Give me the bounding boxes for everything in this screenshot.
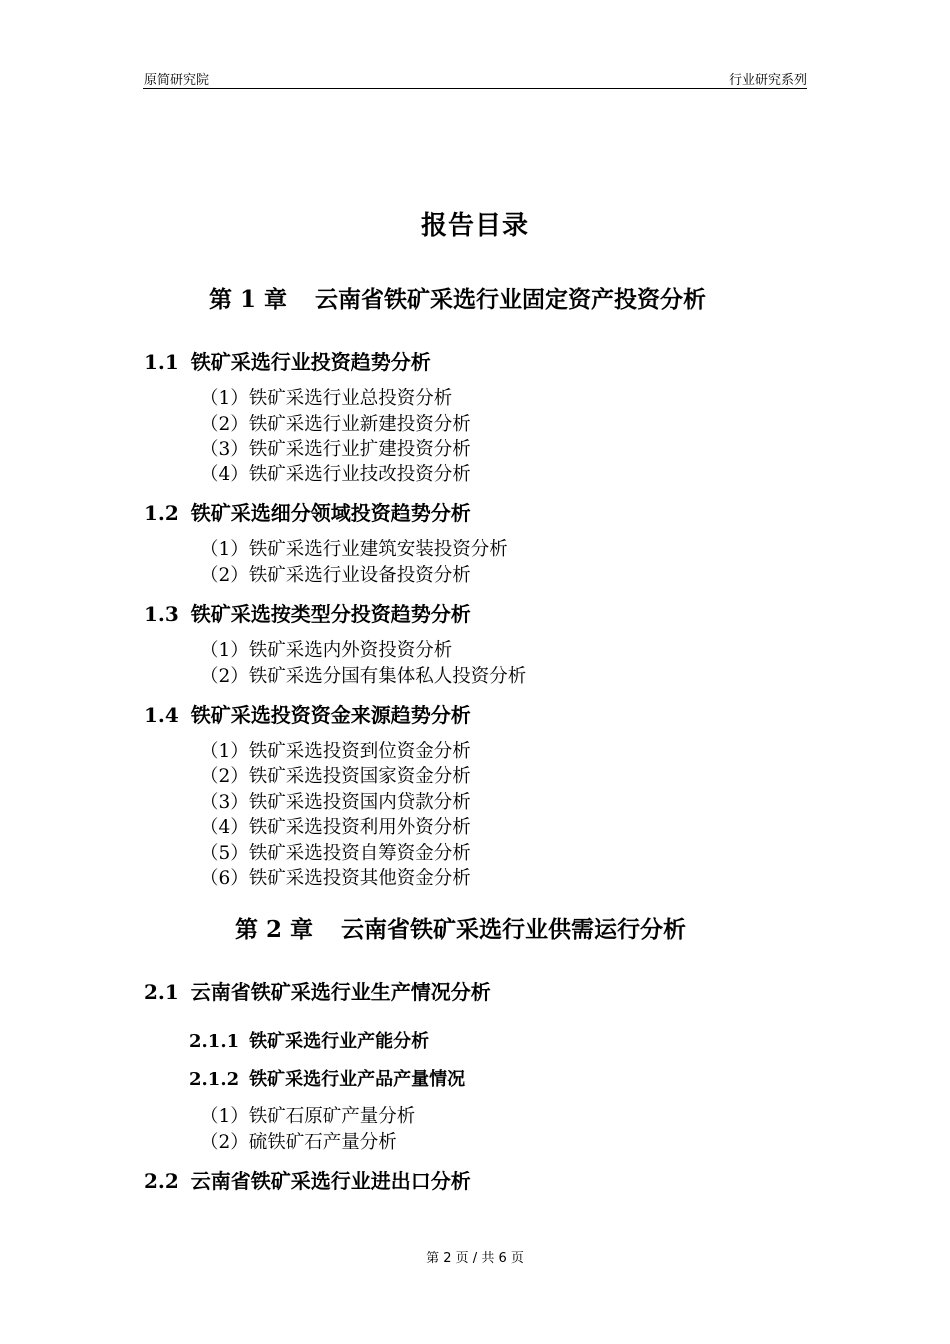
section-number: 1.3 [144,602,179,626]
subsection-title: 铁矿采选行业产品产量情况 [249,1069,466,1090]
section-2-2-heading [144,1171,471,1191]
section-1-2-heading [144,503,471,523]
section-number: 1.1 [144,350,179,374]
toc-item: （1）铁矿采选投资到位资金分析 [200,741,471,762]
toc-item: （1）铁矿采选行业总投资分析 [200,388,453,409]
toc-item: （2）硫铁矿石产量分析 [200,1132,397,1153]
chapter-title: 云南省铁矿采选行业固定资产投资分析 [315,286,707,313]
section-title: 铁矿采选细分领域投资趋势分析 [190,501,471,525]
section-2-1-heading [144,982,491,1002]
chapter-1-heading [209,288,706,311]
header-organization: 原简研究院 [144,73,210,88]
report-contents-title: 报告目录 [420,211,529,241]
toc-item: （2）铁矿采选投资国家资金分析 [200,766,471,787]
subsection-title: 铁矿采选行业产能分析 [249,1031,430,1052]
section-1-4-heading [144,705,471,725]
section-title: 云南省铁矿采选行业进出口分析 [190,1169,471,1193]
toc-item: （4）铁矿采选行业技改投资分析 [200,464,471,485]
section-number: 1.2 [144,501,179,525]
section-title: 铁矿采选行业投资趋势分析 [190,350,431,374]
section-1-1-heading [144,352,431,372]
toc-item: （1）铁矿石原矿产量分析 [200,1106,416,1127]
toc-item: （1）铁矿采选内外资投资分析 [200,640,453,661]
toc-item: （1）铁矿采选行业建筑安装投资分析 [200,539,508,560]
toc-item: （6）铁矿采选投资其他资金分析 [200,868,471,889]
section-title: 云南省铁矿采选行业生产情况分析 [190,980,491,1004]
section-title: 铁矿采选投资资金来源趋势分析 [190,703,471,727]
toc-item: （3）铁矿采选投资国内贷款分析 [200,792,471,813]
page-number: 第 2 页 / 共 6 页 [426,1251,524,1266]
header-series: 行业研究系列 [728,73,807,88]
chapter-number: 第 1 章 [209,286,288,313]
section-number: 2.1 [144,980,179,1004]
toc-item: （2）铁矿采选分国有集体私人投资分析 [200,666,527,687]
chapter-2-heading [235,918,686,941]
toc-item: （5）铁矿采选投资自筹资金分析 [200,843,471,864]
toc-item: （2）铁矿采选行业设备投资分析 [200,565,471,586]
chapter-title: 云南省铁矿采选行业供需运行分析 [341,916,687,943]
toc-item: （2）铁矿采选行业新建投资分析 [200,414,471,435]
toc-item: （4）铁矿采选投资利用外资分析 [200,817,471,838]
section-number: 1.4 [144,703,179,727]
toc-item: （3）铁矿采选行业扩建投资分析 [200,439,471,460]
subsection-2-1-2-heading [189,1071,465,1089]
chapter-number: 第 2 章 [235,916,314,943]
section-number: 2.2 [144,1169,179,1193]
subsection-number: 2.1.1 [189,1031,240,1052]
section-title: 铁矿采选按类型分投资趋势分析 [190,602,471,626]
subsection-number: 2.1.2 [189,1069,240,1090]
section-1-3-heading [144,604,471,624]
subsection-2-1-1-heading [189,1033,429,1051]
